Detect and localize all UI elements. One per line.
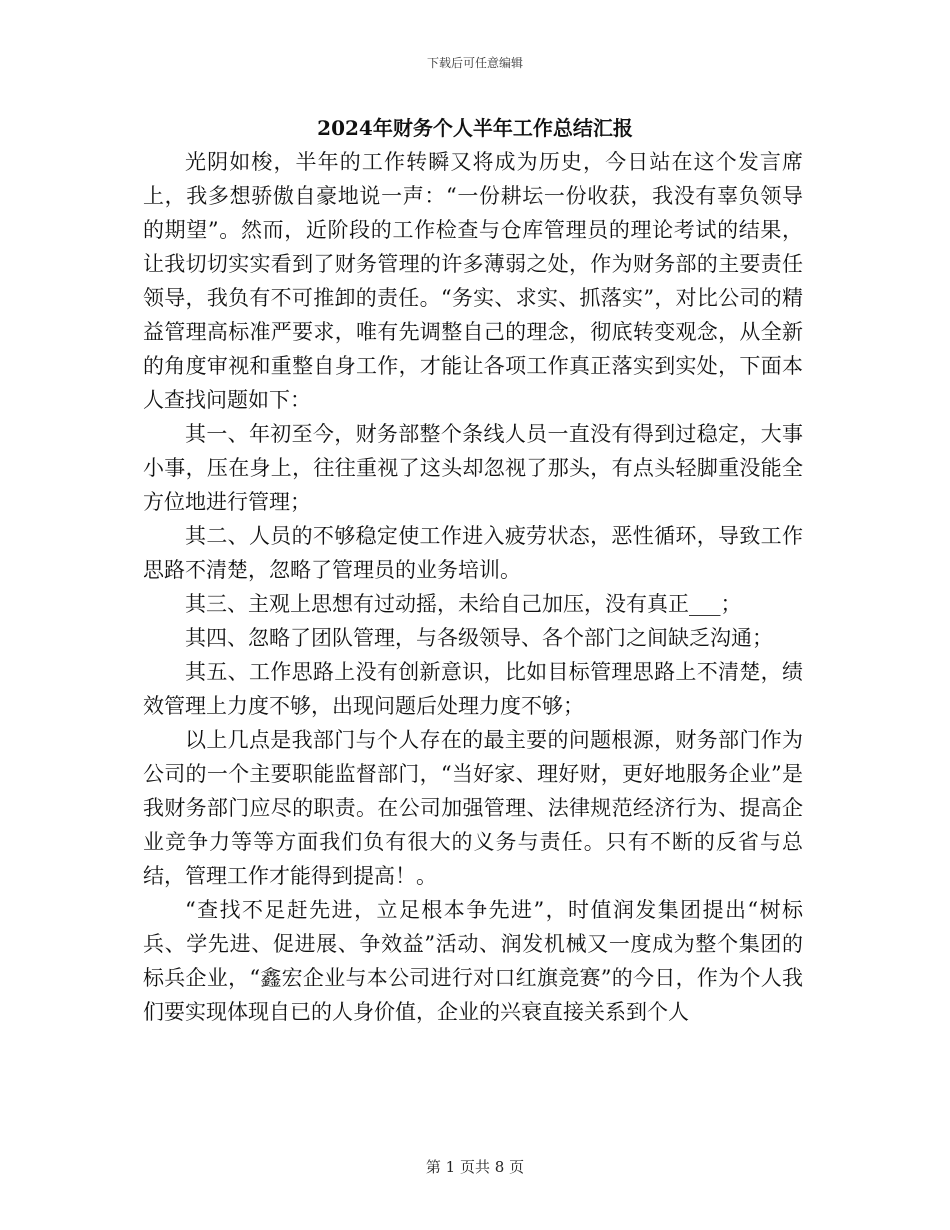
header-note: 下载后可任意编辑	[426, 56, 523, 70]
paragraph: “查找不足赶先进，立足根本争先进”，时值润发集团提出“树标兵、学先进、促进展、争效益”活动、润发机械又一度成为整个集团的标兵企业，“鑫宏企业与本公司进行对口红旗竞赛”的今日，作为个人我们要实现体现自已的人身价值，企业的兴衰直接关系到个人	[143, 898, 803, 1024]
paragraph: 其五、工作思路上没有创新意识，比如目标管理思路上不清楚，绩效管理上力度不够，出现问题后处理力度不够；	[143, 660, 803, 718]
document-title: 2024年财务个人半年工作总结汇报	[317, 116, 633, 140]
paragraph: 其三、主观上思想有过动摇，未给自己加压，没有真正___；	[185, 592, 742, 616]
page-number: 第 1 页共 8 页	[425, 1158, 525, 1176]
paragraph: 以上几点是我部门与个人存在的最主要的问题根源，财务部门作为公司的一个主要职能监督部门，“当好家、理好财，更好地服务企业”是我财务部门应尽的职责。在公司加强管理、法律规范经济行为、提高企业竞争力等等方面我们负有很大的义务与责任。只有不断的反省与总结，管理工作才能得到提高！。	[143, 728, 803, 888]
paragraph: 其二、人员的不够稳定使工作进入疲劳状态，恶性循环，导致工作思路不清楚，忽略了管理员的业务培训。	[143, 524, 803, 582]
paragraph: 其四、忽略了团队管理，与各级领导、各个部门之间缺乏沟通；	[185, 626, 773, 650]
document-body	[143, 145, 803, 1029]
paragraph: 光阴如梭，半年的工作转瞬又将成为历史，今日站在这个发言席上，我多想骄傲自豪地说一声：“一份耕坛一份收获，我没有辜负领导的期望”。然而，近阶段的工作检查与仓库管理员的理论考试的结果，让我切切实实看到了财务管理的许多薄弱之处，作为财务部的主要责任领导，我负有不可推卸的责任。“务实、求实、抓落实”，对比公司的精益管理高标准严要求，唯有先调整自己的理念，彻底转变观念，从全新的角度审视和重整自身工作，才能让各项工作真正落实到实处，下面本人查找问题如下：	[143, 150, 803, 412]
paragraph: 其一、年初至今，财务部整个条线人员一直没有得到过稳定，大事小事，压在身上，往往重视了这头却忽视了那头，有点头轻脚重没能全方位地进行管理；	[143, 422, 803, 514]
